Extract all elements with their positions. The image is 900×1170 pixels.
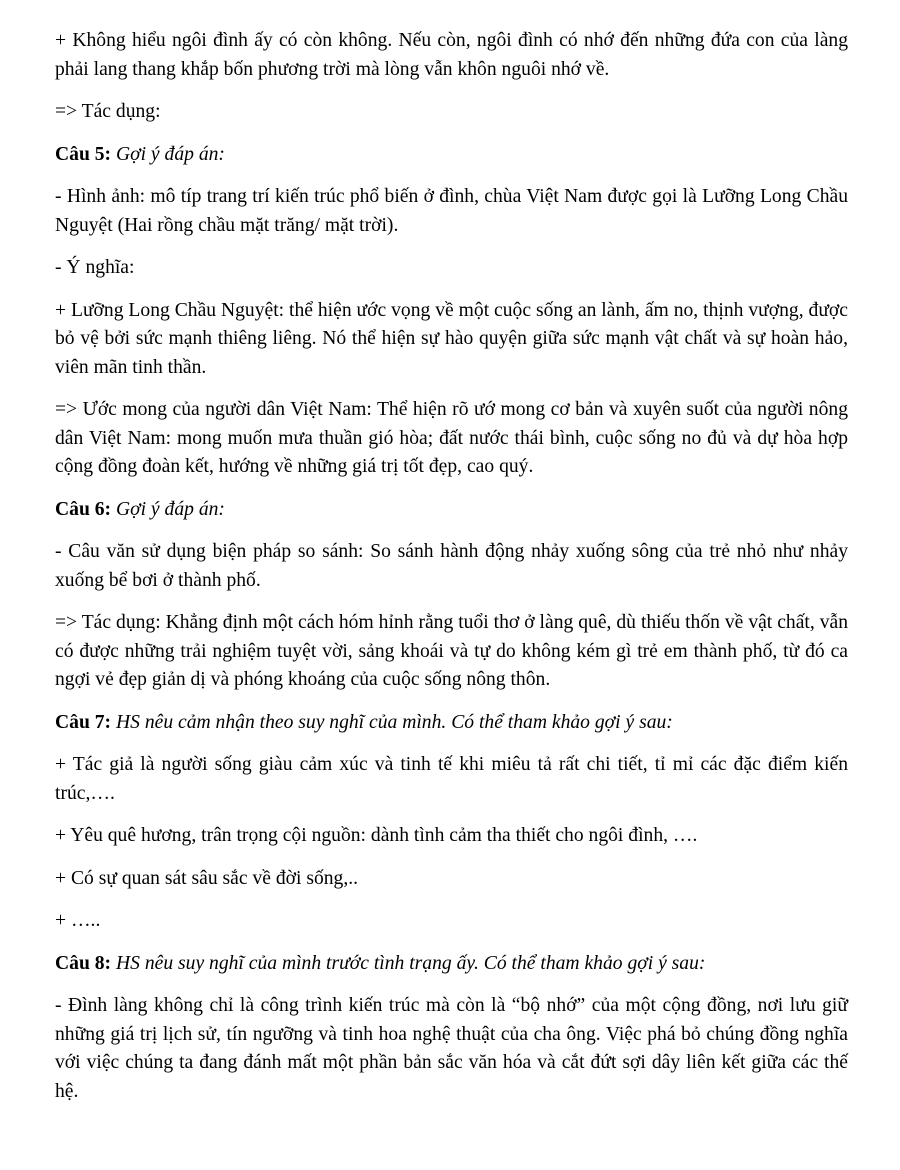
question-6-heading — [55, 496, 848, 525]
paragraph-observation: + Có sự quan sát sâu sắc về đời sống,.. — [55, 867, 359, 889]
question-7-heading — [55, 709, 848, 738]
paragraph-village-hall-heritage: - Đình làng không chỉ là công trình kiến trúc mà còn là “bộ nhớ” của một cộng đồng, nơi lưu giữ những giá trị lịch sử, tín ngưỡng và tinh hoa nghệ thuật của cha ông. Việc phá bỏ chúng đồng nghĩa với việc chúng ta đang đánh mất một phần bản sắc văn hóa và cắt đứt sợi dây liên kết giữa các thế hệ. — [55, 995, 848, 1102]
paragraph-comparison-effect: => Tác dụng: Khẳng định một cách hóm hỉnh rằng tuổi thơ ở làng quê, dù thiếu thốn về vật chất, vẫn có được những trải nghiệm tuyệt vời, sảng khoái và tự do không kém gì trẻ em thành phố, từ đó ca ngợi vẻ đẹp giản dị và phóng khoáng của cuộc sống nông thôn. — [55, 612, 848, 690]
paragraph-village-hall-memory: + Không hiểu ngôi đình ấy có còn không. Nếu còn, ngôi đình có nhớ đến những đứa con của làng phải lang thang khắp bốn phương trời mà lòng vẫn khôn nguôi nhớ về. — [55, 30, 848, 80]
question-5-heading — [55, 141, 848, 170]
question-8-label: Câu 8: — [55, 952, 112, 974]
paragraph-ellipsis: + ….. — [55, 910, 101, 931]
paragraph-dragons-moon: + Lưỡng Long Chầu Nguyệt: thể hiện ước vọng về một cuộc sống an lành, ấm no, thịnh vượng, được bỏ vệ bởi sức mạnh thiêng liêng. Nó thể hiện sự hào quyện giữa sức mạnh vật chất và sự hoàn hảo, viên mãn tinh thần. — [55, 299, 848, 378]
question-8-text: HS nêu suy nghĩ của mình trước tình trạng ấy. Có thể tham khảo gợi ý sau: — [115, 952, 706, 974]
paragraph-image: - Hình ảnh: mô típ trang trí kiến trúc phổ biến ở đình, chùa Việt Nam được gọi là Lưỡng Long Chầu Nguyệt (Hai rồng chầu mặt trăng/ mặt trời). — [55, 186, 848, 236]
paragraph-homeland-love: + Yêu quê hương, trân trọng cội nguồn: dành tình cảm tha thiết cho ngôi đình, …. — [55, 825, 698, 846]
paragraph-wishes: => Ước mong của người dân Việt Nam: Thể hiện rõ ướ mong cơ bản và xuyên suốt của người nông dân Việt Nam: mong muốn mưa thuần gió hòa; đất nước thái bình, cuộc sống no đủ và dự hòa hợp cộng đồng đoàn kết, hướng về những giá trị tốt đẹp, cao quý. — [55, 399, 848, 477]
paragraph-effect: => Tác dụng: — [55, 101, 161, 122]
question-6-text: Gợi ý đáp án: — [115, 498, 225, 520]
question-7-text: HS nêu cảm nhận theo suy nghĩ của mình. Có thể tham khảo gợi ý sau: — [115, 711, 673, 733]
question-5-label: Câu 5: — [55, 143, 112, 165]
question-7-label: Câu 7: — [55, 711, 112, 733]
paragraph-comparison: - Câu văn sử dụng biện pháp so sánh: So sánh hành động nhảy xuống sông của trẻ nhỏ như nhảy xuống bể bơi ở thành phố. — [55, 541, 848, 591]
question-6-label: Câu 6: — [55, 498, 112, 520]
question-5-text: Gợi ý đáp án: — [115, 143, 225, 165]
question-8-heading — [55, 950, 848, 979]
paragraph-author-emotion: + Tác giả là người sống giàu cảm xúc và tinh tế khi miêu tả rất chi tiết, tỉ mỉ các đặc điểm kiến trúc,…. — [55, 754, 848, 804]
paragraph-meaning: - Ý nghĩa: — [55, 257, 135, 278]
